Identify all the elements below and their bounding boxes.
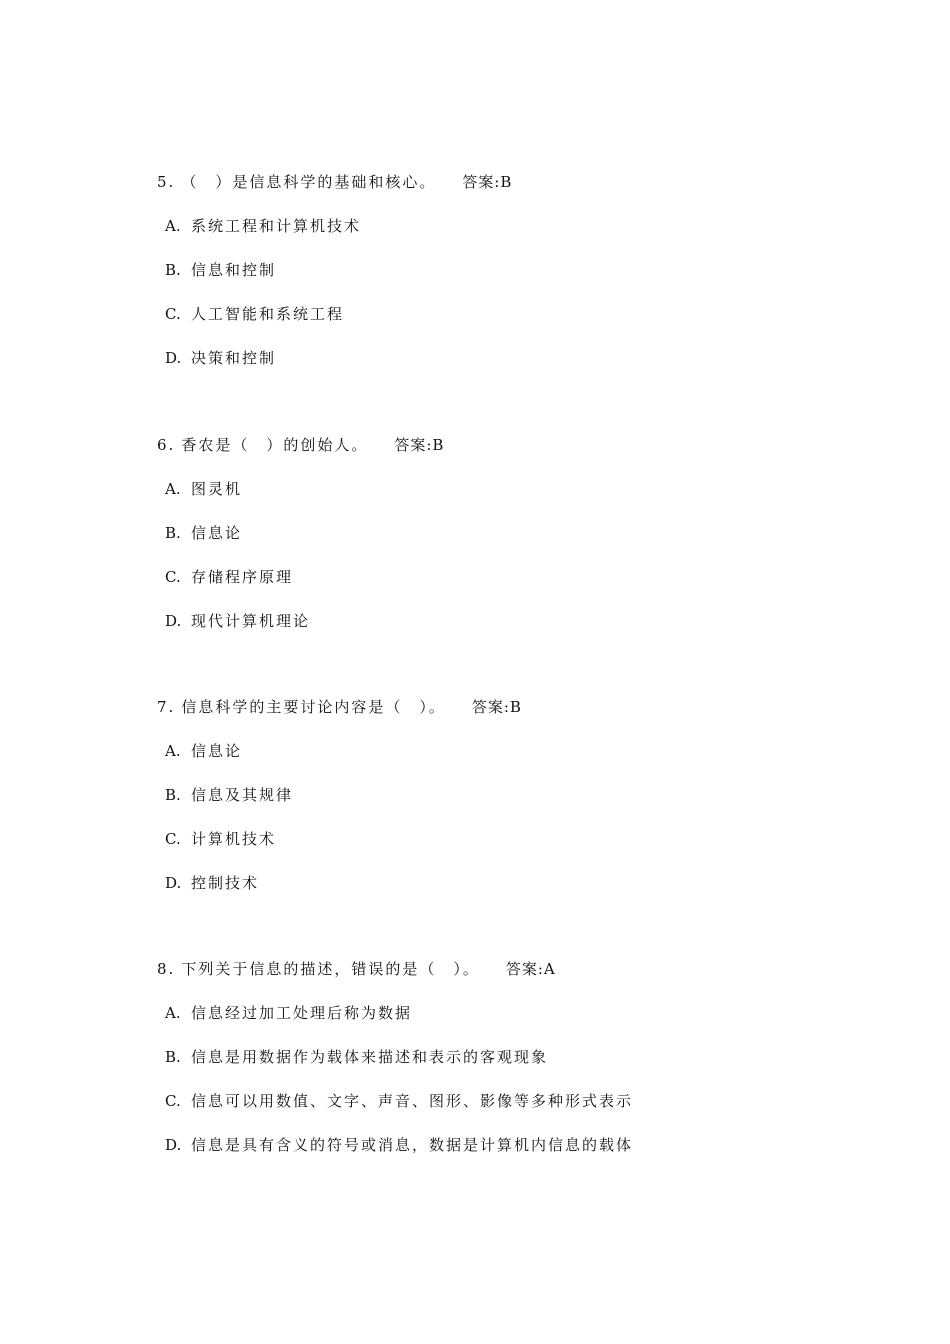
question-5	[157, 170, 877, 370]
option-text: 计算机技术	[191, 830, 277, 848]
option-d	[157, 609, 877, 633]
option-d	[157, 871, 877, 895]
option-c	[157, 827, 877, 851]
answer-key: 答案:B	[394, 436, 445, 454]
answer-key: 答案:B	[471, 698, 522, 716]
option-c	[157, 302, 877, 326]
question-number: 5.	[157, 173, 176, 191]
option-letter: D.	[165, 612, 182, 630]
option-letter: C.	[165, 568, 181, 586]
option-text: 信息论	[191, 742, 243, 760]
option-letter: B.	[165, 261, 181, 279]
option-a	[157, 739, 877, 763]
option-text: 信息和控制	[191, 261, 277, 279]
option-d	[157, 346, 877, 370]
option-b	[157, 1045, 877, 1069]
option-letter: A.	[165, 217, 181, 235]
option-text: 决策和控制	[191, 349, 277, 367]
question-7	[157, 695, 877, 895]
option-text: 控制技术	[191, 874, 260, 892]
question-stem	[157, 957, 877, 981]
option-text: 信息及其规律	[191, 786, 294, 804]
option-letter: D.	[165, 1136, 182, 1154]
question-text: 下列关于信息的描述，错误的是（ ）。	[181, 960, 480, 978]
option-text: 信息可以用数值、文字、声音、图形、影像等多种形式表示	[191, 1092, 634, 1110]
question-number: 8.	[157, 960, 176, 978]
question-number: 7.	[157, 698, 176, 716]
question-text: （ ）是信息科学的基础和核心。	[181, 173, 437, 191]
option-a	[157, 1001, 877, 1025]
option-letter: B.	[165, 786, 181, 804]
option-text: 图灵机	[191, 480, 243, 498]
option-letter: B.	[165, 1048, 181, 1066]
question-text: 香农是（ ）的创始人。	[181, 436, 369, 454]
option-text: 人工智能和系统工程	[191, 305, 345, 323]
option-d	[157, 1133, 877, 1157]
question-6	[157, 433, 877, 633]
option-letter: C.	[165, 830, 181, 848]
option-b	[157, 521, 877, 545]
answer-key: 答案:A	[505, 960, 556, 978]
question-number: 6.	[157, 436, 176, 454]
option-list	[157, 477, 877, 633]
option-letter: A.	[165, 742, 181, 760]
option-letter: D.	[165, 349, 182, 367]
question-stem	[157, 170, 877, 194]
option-list	[157, 739, 877, 895]
option-c	[157, 1089, 877, 1113]
option-text: 信息经过加工处理后称为数据	[191, 1004, 413, 1022]
option-a	[157, 214, 877, 238]
answer-key: 答案:B	[462, 173, 513, 191]
option-text: 信息论	[191, 524, 243, 542]
option-c	[157, 565, 877, 589]
option-letter: B.	[165, 524, 181, 542]
option-letter: D.	[165, 874, 182, 892]
option-letter: A.	[165, 1004, 181, 1022]
option-text: 信息是具有含义的符号或消息，数据是计算机内信息的载体	[191, 1136, 634, 1154]
option-list	[157, 214, 877, 370]
option-letter: C.	[165, 1092, 181, 1110]
option-text: 存储程序原理	[191, 568, 294, 586]
option-letter: C.	[165, 305, 181, 323]
option-text: 现代计算机理论	[191, 612, 311, 630]
option-a	[157, 477, 877, 501]
option-letter: A.	[165, 480, 181, 498]
question-8	[157, 957, 877, 1157]
question-stem	[157, 695, 877, 719]
option-text: 系统工程和计算机技术	[191, 217, 362, 235]
option-list	[157, 1001, 877, 1157]
option-text: 信息是用数据作为载体来描述和表示的客观现象	[191, 1048, 549, 1066]
option-b	[157, 258, 877, 282]
option-b	[157, 783, 877, 807]
question-stem	[157, 433, 877, 457]
question-text: 信息科学的主要讨论内容是（ ）。	[181, 698, 446, 716]
